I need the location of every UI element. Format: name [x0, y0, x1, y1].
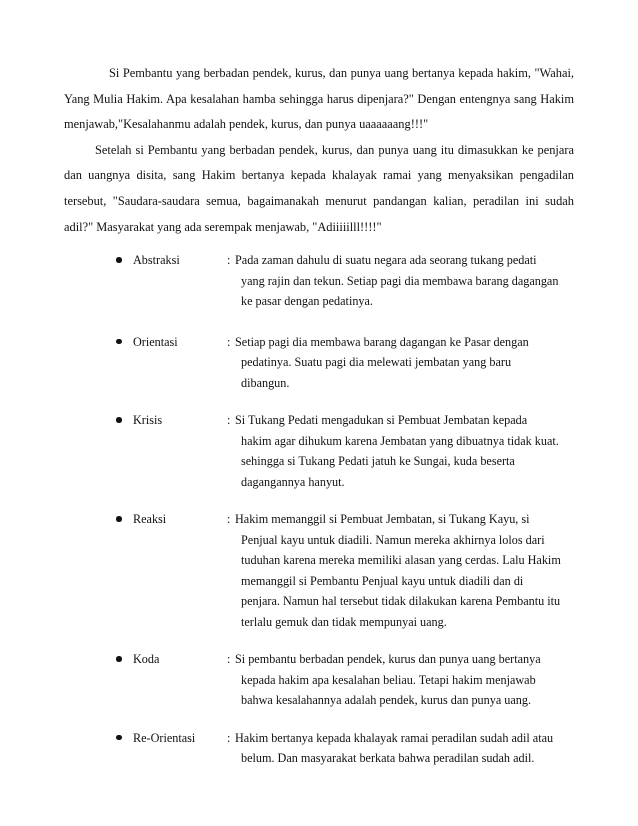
list-item-description — [235, 728, 570, 769]
list-item-description — [235, 649, 570, 711]
list-item-term: Orientasi — [133, 334, 178, 349]
description-line: Penjual kayu untuk diadili. Namun mereka akhirnya lolos dari — [241, 532, 545, 547]
description-line: Hakim bertanya kepada khalayak ramai peradilan sudah adil atau — [235, 730, 554, 745]
list-item — [115, 250, 575, 312]
story-paragraph-2: Setelah si Pembantu yang berbadan pendek, kurus, dan punya uang itu dimasukkan ke penjara dan uangnya disita, sang Hakim bertanya kepada khalayak ramai yang menyaksikan pengadilan tersebut, "Saudara-saudara semua, bagaimanakah menurut pandangan kalian, peradilan ini sudah adil?" Masyarakat yang ada serempak menjawab, "Adiiiiilll!!!!" — [64, 142, 574, 234]
list-item-colon: : — [227, 334, 231, 349]
list-item-colon: : — [227, 512, 231, 526]
description-line: Si Tukang Pedati mengadukan si Pembuat Jembatan kepada — [235, 413, 528, 427]
list-item-term: Krisis — [133, 413, 163, 427]
bullet-icon — [115, 332, 133, 394]
list-item-description — [235, 250, 570, 312]
story-paragraph-1: Si Pembantu yang berbadan pendek, kurus, dan punya uang bertanya kepada hakim, "Wahai, Yang Mulia Hakim. Apa kesalahan hamba sehingga harus dipenjara?" Dengan entengnya sang Hakim menjawab,"Kesalahanmu adalah pendek, kurus, dan punya uaaaaaang!!!" — [64, 66, 574, 132]
list-item — [115, 509, 575, 632]
list-item — [115, 649, 575, 711]
list-item-colon: : — [227, 652, 231, 666]
list-item-term: Abstraksi — [133, 253, 180, 267]
description-line: hakim agar dihukum karena Jembatan yang dibuatnya tidak kuat. — [241, 433, 559, 448]
description-line: dagangannya hanyut. — [241, 474, 345, 489]
list-item-description — [235, 509, 570, 632]
list-item-term: Reaksi — [133, 512, 167, 526]
list-item-colon: : — [227, 253, 231, 267]
description-line: Hakim memanggil si Pembuat Jembatan, si Tukang Kayu, si — [235, 512, 530, 526]
description-line: sehingga si Tukang Pedati jatuh ke Sungai, kuda beserta — [241, 454, 515, 468]
list-item — [115, 728, 575, 769]
list-item — [115, 332, 575, 394]
bullet-icon — [115, 649, 133, 711]
bullet-icon — [115, 509, 133, 632]
description-line: Setiap pagi dia membawa barang dagangan ke Pasar dengan — [235, 334, 529, 349]
list-item-term: Koda — [133, 652, 160, 666]
description-line: belum. Dan masyarakat berkata bahwa peradilan sudah adil. — [241, 751, 535, 765]
description-line: terlalu gemuk dan tidak mempunyai uang. — [241, 614, 447, 629]
description-line: penjara. Namun hal tersebut tidak dilakukan karena Pembantu itu — [241, 594, 561, 608]
description-line: bahwa kesalahannya adalah pendek, kurus dan punya uang. — [241, 693, 532, 707]
description-line: memanggil si Pembantu Penjual kayu untuk diadili dan di — [241, 573, 524, 588]
bullet-icon — [115, 250, 133, 312]
story-text — [64, 61, 574, 240]
description-line: yang rajin dan tekun. Setiap pagi dia membawa barang dagangan — [241, 273, 559, 288]
list-item — [115, 410, 575, 492]
list-item-colon: : — [227, 730, 231, 745]
description-line: Si pembantu berbadan pendek, kurus dan punya uang bertanya — [235, 652, 541, 666]
description-line: pedatinya. Suatu pagi dia melewati jembatan yang baru — [241, 355, 512, 369]
description-line: tuduhan karena mereka memiliki alasan yang cerdas. Lalu Hakim — [241, 553, 561, 567]
description-line: kepada hakim apa kesalahan beliau. Tetapi hakim menjawab — [241, 672, 536, 687]
bullet-icon — [115, 728, 133, 769]
list-item-colon: : — [227, 413, 231, 427]
list-item-description — [235, 410, 570, 492]
list-item-description — [235, 332, 570, 394]
description-line: ke pasar dengan pedatinya. — [241, 294, 373, 308]
bullet-icon — [115, 410, 133, 492]
story-structure-list — [115, 250, 575, 769]
list-item-term: Re-Orientasi — [133, 730, 196, 745]
description-line: Pada zaman dahulu di suatu negara ada seorang tukang pedati — [235, 253, 537, 267]
description-line: dibangun. — [241, 375, 290, 390]
